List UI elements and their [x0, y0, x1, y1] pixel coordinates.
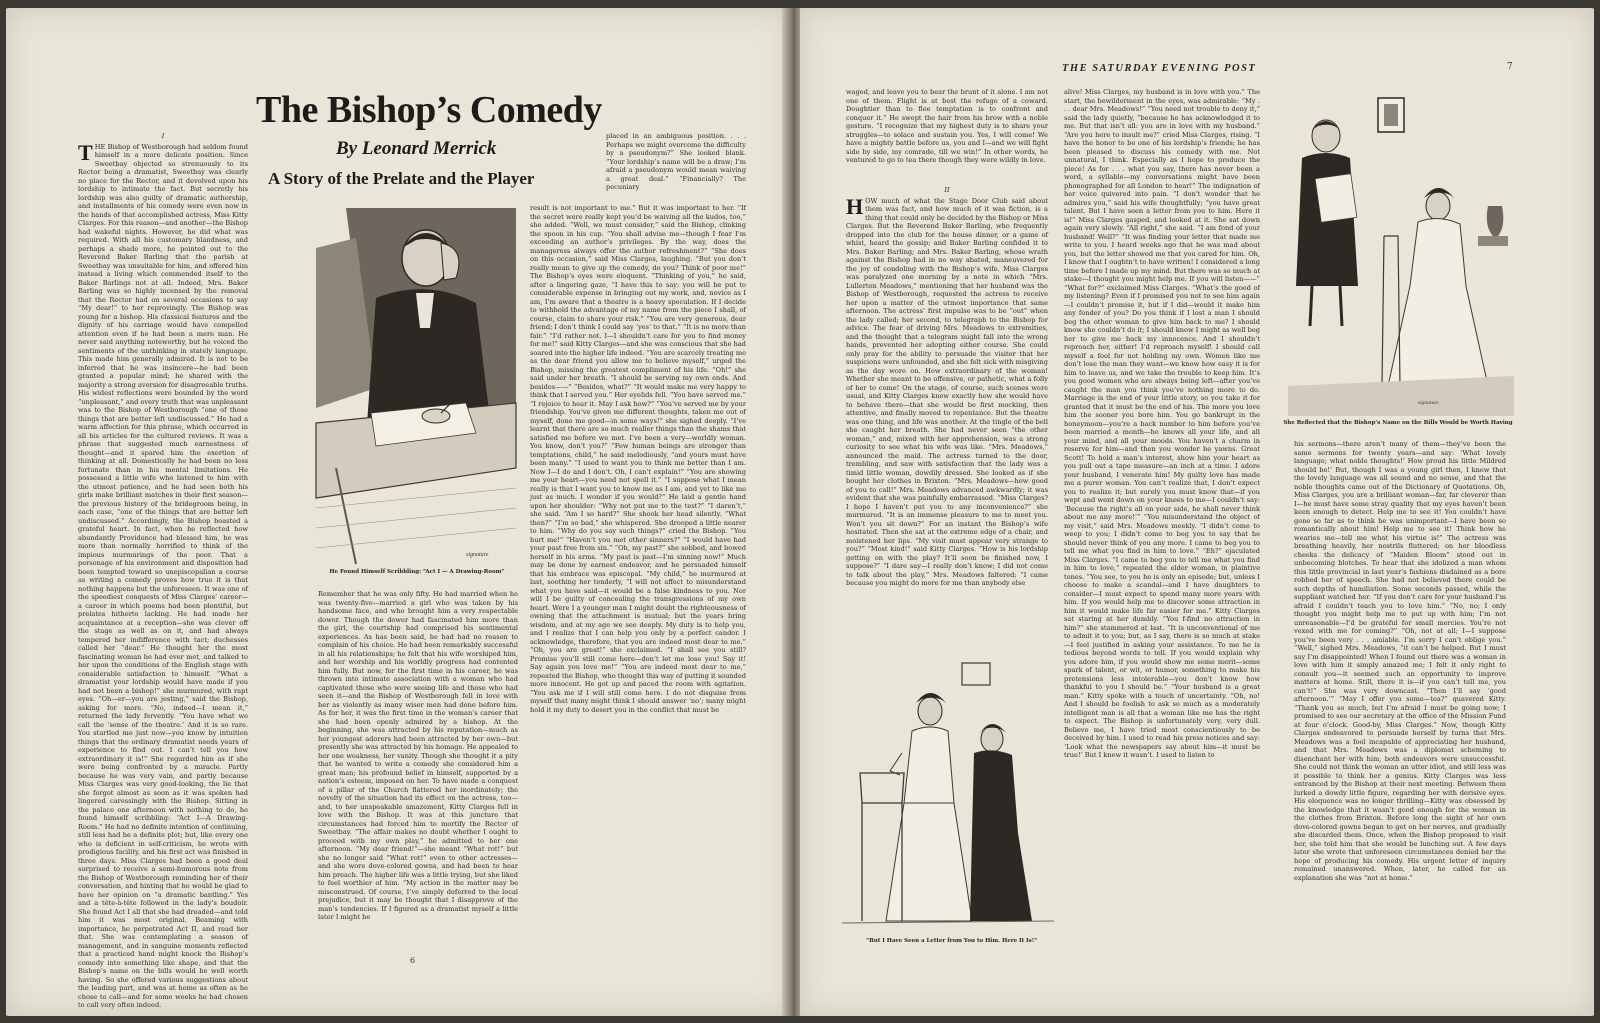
drop-cap-h: H: [846, 193, 864, 219]
section-number-2: II: [944, 186, 950, 194]
illustration-bishop-reading: [1288, 86, 1514, 416]
body-text: placed in an ambiguous position. . . . Perhaps we might overcome the difficulty by a pseudonym?” She looked blank. “Your lordship’s name will be a draw; I’m afraid a pseudonym would mean waiving a great deal.” “Financially? The pecuniary: [606, 132, 746, 191]
body-text: his sermons—there aren’t many of them—they’ve been the same sermons for twenty years—and say: ‘What lovely language; what noble thoughts!’ How proud his little Mildred should be!’ But, though I was a young girl then, I knew that the lovely language was all sound and no sense, and that the noble thoughts came out of the Dictionary of Quotations. Oh, Miss Clarges, you are a brilliant woman—far, far cleverer than I—he must have some stray quality that my eyes haven’t been keen enough to detect. Help me to see it! You couldn’t have gone so far as to think he was unimportant—I have been so romantically about him! Help me to see it! Think how he wearies me—tell me what his virtue is!” The actress was breathing heavily, her nostrils fluttered; on her bloodless cheeks the delicacy of “Maiden Bloom” stood out in unbecoming blotches. To hear that she idolized a man whom this little provincial in last year’s fashions disdained as a bore robbed her of speech. She had not believed there could be such depths of humiliation. Some seconds passed, while the suppliant watched her. “If you don’t care for your husband I’m afraid I couldn’t teach you to love him.” “No, no; I only thought you might help me to put up with him; I’m not unreasonable—I’d be grateful for small mercies. You’re not vexed with me for coming?” “Oh, not at all; I—I suppose you’ve been very . . . amiable. I’m sorry I can’t oblige you.” “Well,” sighed Mrs. Meadows, “it can’t be helped. But I must say I’m disappointed! When I found out there was a woman in love with him it simply amazed me; I felt it only right to consult you—it seemed such an opportunity to improve matters at home. Still, there it is—if you can’t tell me, you can’t!” She was very downcast. “Then I’ll say ‘good afternoon.’” “May I offer you some—tea?” quavered Kitty. “Thank you so much, but I’m afraid I must be going now; I promised to see our secretary at the office of the Mission Fund at four o’clock. Good-by, Miss Clarges.” Now, though Kitty Clarges endeavored to persuade herself by turns that Mrs. Meadows was a fool incapable of appreciating her husband, and that Mrs. Meadows was a diplomat scheming to disenchant her with him, both endeavors were unsuccessful. She could not think the woman an utter idiot, and still less was it possible to think her a genius. Kitty Clarges was less entranced by the Bishop at their next meeting. Between them lurked a dowdy little figure, regarding her with derisive eyes. His eloquence was no longer thrilling—Kitty was obsessed by the knowledge that it wasn’t good enough for the woman in the clothes from Brixton. Before long the sight of her own dove-colored gowns began to get on her nerves, and gradually she discarded them. Once, when the Bishop proposed to visit her, she told him that she would be lunching out. A few days later she wrote that unforeseen circumstances denied her the hope of producing his comedy. His urgent letter of inquiry remained unanswered. When, later, he called for an explanation she was “not at home.”: [1294, 440, 1506, 882]
article-byline: By Leonard Merrick: [336, 138, 497, 159]
body-text: OW much of what the Stage Door Club said about them was fact, and how much of it was fiction, is a thing that could only be decided by the Bishop or Miss Clarges. But the Reverend Baker Barling, who frequently dropped into the club for the house dinner, or a game of whist, heard the gossip; and Baker Barling confided it to Mrs. Baker Barling; and Mrs. Baker Barling, whose wrath against the Bishop had in no way abated, maneuvered for the joy of condoling with the Bishop’s wife. Miss Clarges was paralyzed one morning by a note in which “Mrs. Lullerton Meadows,” mentioning that her husband was the Bishop of Westborough, requested the actress to receive her upon a matter of the utmost importance that same afternoon. The actress’ first impulse was to be “out” when the lady called; her second, to telegraph to the Bishop for advice. The fear of driving Mrs. Meadows to extremities, and the thought that a telegram might fall into the wrong hands, prevented her adopting either course. She could only pray for the ability to persuade the visitor that her suspicions were unfounded, and she felt sick with misgiving as the day wore on. How extraordinary of the woman! Whether she meant to be offensive, or pathetic, what a folly of her to come! On the stage, of course, such scenes were usual, and Kitty Clarges knew exactly how she would have to behave there—that she would be first mocking, then attentive, and finally moved to repentance. But the theatre was one thing, and life was another. At the tingle of the bell she caught her breath. She had never seen “the other woman,” and, mixed with her apprehension, was a strong curiosity to see what his wife was like. “Mrs. Meadows,” announced the maid. The actress turned to the door, trembling, and saw with satisfaction that the lady was a timid little woman, dowdily dressed. She looked as if she bought her clothes in Brixton. “Mrs. Meadows—how good of you to call!” Mrs. Meadows advanced awkwardly; it was evident that she was painfully embarrassed. “Miss Clarges? I hope I haven’t put you to any inconvenience?” she murmured. “It is an immense pleasure to me to meet you. Won’t you sit down?” For an instant the Bishop’s wife hesitated. Then she sat at the extreme edge of a chair, and moistened her lips. “My visit must appear very strange to you?” “Most kind!” said Kitty Clarges. “How is his lordship getting on with the play? It’ll soon be finished now, I suppose?” “I dare say—I really don’t know; I did not come to talk about the play,” Mrs. Meadows faltered; “I came because you might do more for me than anybody else: [846, 196, 1048, 587]
left-column-3a: [606, 132, 746, 212]
right-column-3: [1294, 440, 1506, 958]
illustration-bishop-writing: [316, 208, 516, 564]
drop-cap-t: T: [78, 139, 93, 165]
caption-bishop-reading: She Reflected that the Bishop’s Name on the Bills Would be Worth Having: [1283, 420, 1513, 426]
body-text: Remember that he was only fifty. He had married when he was twenty-five—married a girl who was taken by his handsome face, and who brought him a very respectable dower. Though the dower had fascinated him more than the girl, the courtship had comprised his sentimental experiences. As has been said, he had had no reason to complain of his choice. He had been remarkably successful in all his relationships; he felt that his wife worshiped him, and her worship and his worldly progress had contented him fully. But now, for the first time in his career, he was thrown into intimate association with a woman who had captivated those who were seeing life and those who had seen it—and the Bishop of Westborough fell in love with her as violently as many wiser men had done before him. As for her, it was the first time in the woman’s career that she had been openly admired by a bishop. At the beginning, she was attracted by his reputation—much as her youngest adorers had been attracted by her own—but presently she was attracted by his homage. He appealed to her one weakness, her vanity. Though she thought it a pity that he wanted to write a comedy she considered him a great man; his profound belief in himself, supported by a nation’s esteem, imposed on her. To have made a conquest of a pillar of the Church flattered her inordinately; the novelty of the situation had its effect on the actress, too—and, to her unspeakable amazement, Kitty Clarges fell in love with the Bishop. It was at this juncture that circumstances had forced him to mortify the Rector of Sweetbay. “The affair makes no doubt whether I ought to proceed with my own play,” he admitted to her one afternoon. “My dear friend!”—she meant “What rot!” but she no longer said “What rot!” even to other actresses—and she wore dove-colored gowns, and had been to hear him preach. The higher life was a little trying, but she liked to feel worthier of him. “My action in the matter may be misconstrued. Of course, I’ve simply deferred to the local prejudice, but it may be thought that I disapprove of the man’s tendencies. If I figured as a dramatist myself a little later I might be: [318, 590, 518, 921]
left-page: [6, 8, 790, 1016]
article-title: The Bishop’s Comedy: [256, 89, 602, 131]
page-number-left: 6: [410, 956, 416, 965]
body-text: alive! Miss Clarges, my husband is in love with you.” The start, the bewilderment in the eyes, was admirable: “My . . . dear Mrs. Meadows!” “You need not trouble to deny it,” said the lady quietly, “because he has acknowledged it to me. But that isn’t all: you are in love with my husband.” “Are you here to insult me?” cried Miss Clarges, rising. “I have the honor to be one of his lordship’s friends; he has been pleased to discuss his comedy with me. Not unnatural, I think. Especially as I hope to produce the piece! As for . . . what you say, there has never been a word, a syllable—my conversations might have been phonographed for all London to hear!” The indignation of her voice quivered into pain. “I don’t wonder that he admires you,” said his wife thoughtfully; “you have great talent. But I have seen a letter from you to him. Here it is!” Miss Clarges gasped, and looked at it. She sat down again very slowly. “All right,” she said. “I am fond of your husband! Well?” “It was finding your letter that made me write to you. I heard weeks ago that he was mad about you, but the letter showed me that you cared for him. Oh, I know that I oughtn’t to have written! I considered a long time before I made up my mind. But there was so much at stake—I thought you might help me. If you will listen——” “What for?” exclaimed Miss Clarges. “What’s the good of my listening? Even if I promised you not to see him again—I couldn’t promise it, but if I did—would it make him any fonder of you? Do you think if I lost a man I should beg the other woman to give him back to me? I should know she couldn’t do it; I should know I might as well beg her to give me back my innocence. And I shouldn’t reproach her, either! I’d reproach myself! I should call myself a fool for not holding my own. Women like me don’t lose the man they want—we know how easy it is for him to leave us, and we take the trouble to keep him. It’s you good women who are always being left—after you’ve caught the man you think you’ve nothing more to do. Marriage is the end of your little story, so you take it for granted that it must be the end of his. The more you love him the sooner you bore him. You go bankrupt in the honeymoon—you’re a back number to him before you’ve been married a month—he knows all your life, and all your mind, and all your moods. You haven’t a charm in reserve for him—and then you wonder he yawns. Great Scott! To hold a man’s interest, show him your heart as you pull out a tape measure—an inch at a time. I adore your husband, I venerate him! My guilty love has made me a purer woman. You can’t realize that, I don’t expect you to realize it; but surely you must know that—if you wept and went down on your knees to me—I couldn’t say: ‘Because the right’s all on your side, he shall never think about me any more!’” “You misunderstand the object of my visit,” said Mrs. Meadows meekly. “I didn’t come to weep to you; I didn’t come to beg you to say that he should never think of you any more. I came to beg you to tell me what you find in him to love.” “Eh?” ejaculated Miss Clarges. “I came to beg you to tell me what you find in him to love,” repeated the elder woman, in plaintive tones. “You see, to you he is only an episode; but, unless I choose to make a scandal—and I have daughters to consider—I must expect to spend many more years with him. If you would help me to discover some attraction in him it would make life far easier for me.” Kitty Clarges sat staring at her dumbly. “You f-find no attraction in him?” she stammered at last. “It is unconventional of me to admit it to you; but, as I say, there is so much at stake—I feel justified in asking your assistance. To me he is tedious beyond words to tell. If you would explain why you adore him, if you would show me some merit—some spark of talent, or wit, or humor, something to make his pretensions less intolerable—you don’t know how thankful to you I should be.” “Your husband is a great man.” Kitty spoke with a touch of uncertainty. “Oh, no! And I should be foolish to ask so much as a moderately intelligent man is all that a woman like me has the right to expect. The Bishop is unfortunately very, very dull. Believe me, I have tried most conscientiously to be deceived by him. I used to read his press notices and say: ‘Look what the newspapers say about him—it must be true!’ But I knew it wasn’t. I used to listen to: [1064, 88, 1260, 759]
body-text: HE Bishop of Westborough had seldom found himself in a more delicate position. Since Sweetbay objected so strenuously to its Rector being a dramatist, Sweetbay was clearly no place for the Rector, and it devolved upon his lordship to intimate the fact. But secretly his lordship was also guilty of dramatic authorship, and installments of his comedy were even now in the hands of that accomplished actress, Miss Kitty Clarges. For this reason—and another—the Bishop had wakeful nights. However, he did what was required. With all his customary blandness, and perhaps a shade more, he pointed out to the Reverend Baker Barling that the parish at Sweetbay was unsuitable for him, and offered him instead a living which commended itself to the Baker Barlings not at all. Indeed, Mrs. Baker Barling was so highly incensed by the removal that the Rector had on several occasions to say “My dear!” to her reprovingly. The Bishop was young for a bishop. His classical features and the dignity of his carriage would have compelled attention even if he had been a mere man. He never said anything noteworthy, but he voiced the sentiments of the unthinking in stately language. This made him generally admired. It is not to be inferred that he was insincere—he had been granted a popular mind; he shared with the majority a strong aversion for disagreeable truths. His widest reflections were bounded by the word “unpleasant,” and every truth that was unpleasant was to the Bishop of Westborough “one of those things that are better left undiscussed.” He had a warm affection for this phrase, which occurred in all his articles for the cultured reviews. It was a phrase that suggested much earnestness of thought—and it spared him the exertion of thinking at all. Domestically he had been no less fortunate than in his mental limitations. He possessed a little wife who listened to him with the utmost patience, and he had seen both his girls make brilliant matches in their first season—the previous history of the bridegroom being, in each case, “one of the things that are better left undiscussed.” Accordingly, the Bishop boasted a grateful heart. In fact, when he reflected how abundantly Providence had blessed him, he was more than normally horrified to think of the impious murmurings of the poor. That a personage of his environment and disposition had been tempted toward so unepiscopalian a course as writing a comedy proves how true it is that nothing happens but the unforeseen. It was one of the speediest conquests of Miss Clarges’ career—a career in which poems had been plentiful, but prelates hitherto lacking. He had made her acquaintance at a reception—she was clever off the stage as well as on it, and had always tempered her indifference with tact; duchesses called her “dear.” He thought her the most fascinating woman he had ever met, and talked to her upon the conditions of the English stage with considerable satisfaction to himself. “What a dramatist your lordship would have made if you had not been a bishop!” she murmured, with rapt eyes. “Oh—er—you are jesting,” said the Bishop, asking for more. “No, indeed—I mean it,” returned the lady fervently. “You have what we call the ‘sense of the theatre.’ And it is so rare. You startled me just now—you know by intuition things that the ordinary dramatist needs years of experience to find out. I can’t tell you how extraordinary it is!” She regarded him as if she were being confronted by a miracle. Partly because he was very vain, and partly because Miss Clarges was very good-looking, the lie that she forgot almost as soon as it was spoken had lingered caressingly with the Bishop. Sitting in the palace one afternoon with nothing to do, he found himself scribbling: “Act I—A Drawing-Room.” He had no definite intention of continuing, still less had he a definite plot; but, like every one who is deficient in self-criticism, he wrote with prodigious facility, and his first act was finished in three days. Miss Clarges had been a good deal surprised to receive a semi-humorous note from the Bishop of Westborough reminding her of their conversation, and hinting that he would be glad to have her opinion on “a dramatic bantling.” Yes and a tête-à-tête followed in the lady’s boudoir. She found Act I all that she had dreaded—and told him it was most original. Beaming with importance, he perpetrated Act II, and read her that. She was contemplating a season of management, and in sanguine moments reflected that a practiced hand might knock the Bishop’s comedy into something like shape, and that the Bishop’s name on the bills would be well worth having. So she offered various suggestions about the leading part, and was at home as often as he chose to call—and for some weeks he had chosen to call very often indeed.: [78, 142, 248, 1009]
article-subtitle: A Story of the Prelate and the Player: [268, 169, 535, 188]
page-number-right: 7: [1507, 62, 1513, 72]
body-text: result is not important to me.” But it was important to her. “If the secret were really kept you’d be waiving all the kudos, too,” she added. “Well, we must consider,” said the Bishop, clinking the spoon in his cup. “You shall advise me—though I fear I’m exceeding an author’s privileges. By the way, does the manageress always offer the author refreshment?” “She does on this occasion,” said Miss Clarges, laughing. “But you don’t really mean to give up the comedy, do you? Think of poor me!” The Bishop’s eyes were eloquent. “Thinking of you,” he said, after a lingering gaze, “I have this to say: you will be put to considerable expense in bringing out my work, and, novice as I am, I’m aware that a theatre is a heavy speculation. If I decide to withhold the advantage of my name from the piece I shall, of course, claim to share your risk.” “You are very generous, dear friend; I don’t think I could say ‘yes’ to that.” “It is no more than fair.” “I’d rather not. I—I shouldn’t care for you to find money for me!” said Kitty Clarges—and she was conscious that she had soared into the higher life indeed. “You are scarcely treating me as the dear friend you allow me to believe myself,” urged the Bishop, missing the greatest compliment of his life. “Oh!” she said under her breath. “I should be serving my own ends. And besides——” “Besides, what?” “It would make me very happy to think that I served you.” Her eyelids fell. “You have served me.” “I rejoice to hear it. May I ask how?” “You’ve served me by your friendship. You’ve given me different thoughts, taken me out of myself, done me good—in some ways!” she sighed deeply. “I’ve learnt that there are so much realler things than the shams that satisfied me before we met. I’ve been a very—worldly woman. You know, don’t you?” “Few human beings are stronger than temptations, child,” he said melodiously, “and yours must have been many.” “I used to want you to think me better than I am. Now I—I do and I don’t. Oh, I can’t explain!” “You are showing me your heart—you need not spell it.” “I suppose what I mean really is that I want you to know me as I am, and yet to like me just as much. I wonder if you would?” He laid a gentle hand upon her shoulder: “Why not put me to the test?” “I daren’t,” she said. “Am I so hard?” She shook her head silently. “What then?” “I’m so bad,” she whispered. She drooped a little nearer to him. “Why do you say such things?” cried the Bishop. “You hurt me!” “Haven’t you met other sinners?” “I would have had your past free from sin.” “Oh, my past?” she sobbed, and bowed herself in his arms. “My past is past—I’m sinning now!” Much may be done by earnest endeavor, and he persuaded himself that his embrace was episcopal. “My child,” he murmured at last, soothing her tenderly, “I will not affect to misunderstand what you have said—it would be a false kindness to you. Nor will I be guilty of concealing the transgressions of my own heart. Were I a younger man I might doubt the righteousness of owning that the attachment is mutual; but the years bring wisdom, and at my age we see deeply. My duty is to help you, and I realize that I can help you only by a perfect candor. I acknowledge, therefore, that you are indeed most dear to me.” “Oh, you are great!” she exclaimed. “I shall see you still? Promise you’ll still come here—don’t let me lose you! Say it! Say again you love me!” “You are indeed most dear to me,” repeated the Bishop, who thought this way of putting it sounded more innocent. He got up and paced the room with agitation. “You ask me if I will still come here. I do not disguise from myself that many might think I should answer ‘no’; many might hold it my duty to desert you in the conflict that must be: [530, 204, 747, 714]
right-page: [800, 8, 1594, 1016]
svg-text:signature: signature: [466, 552, 489, 558]
left-column-2: [318, 590, 518, 958]
left-column-3b: [530, 204, 746, 959]
running-head: THE SATURDAY EVENING POST: [1062, 63, 1257, 74]
left-column-1: [78, 130, 248, 1009]
right-column-1a: [846, 88, 1048, 178]
caption-bishop-writing: He Found Himself Scribbling: “Act I — A Drawing-Room”: [329, 569, 505, 575]
caption-two-women: “But I Have Seen a Letter from You to Him. Here It Is!”: [866, 938, 1038, 944]
body-text: waged, and leave you to bear the brunt of it alone. I am not one of them. Flight is at best the refuge of a coward. Doughtier than to flee temptation is to confront and conquer it.” He swept the hair from his brow with a noble gesture. “I recognize that my highest duty is to share your struggles—to solace and sustain you. Yes, I will come! We have a mighty battle before us, you and I—and we will fight side by side, my comrade, till we win!” In other words, he ventured to go to tea there though they were wildly in love.: [846, 88, 1048, 164]
svg-text:signature: signature: [1418, 400, 1439, 406]
illustration-two-women: [842, 653, 1054, 933]
right-column-2: [1064, 88, 1260, 958]
section-number-1: I: [161, 132, 165, 140]
